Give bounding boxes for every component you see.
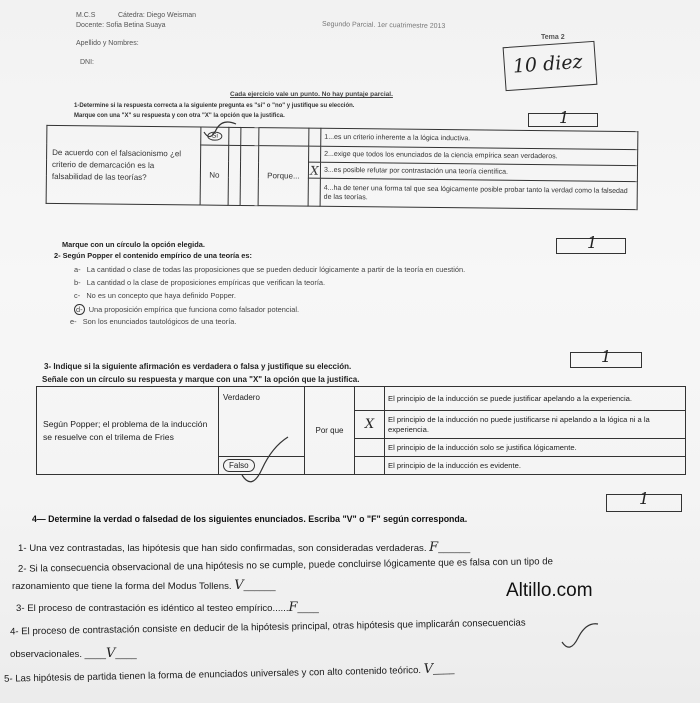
q4-item-4: 4- El proceso de contrastación consiste en deducir de la hipótesis principal, otras hipótesis que implicarán consecuencias	[9, 617, 526, 638]
q2-score-box	[556, 233, 626, 254]
instructions: Cada ejercicio vale un punto. No hay puntaje parcial.	[230, 91, 393, 98]
dni-label: DNI:	[80, 59, 94, 66]
q3-statement: Según Popper; el problema de la inducción se resuelve con el trilema de Fries	[37, 387, 219, 475]
tema-label: Tema 2	[541, 34, 565, 41]
catedra: Cátedra: Diego Weisman	[118, 12, 197, 19]
q4-item-2: 2- Si la consecuencia observacional de una hipótesis no se cumple, puede concluirse lógicamente que es falsa con un tipo de	[17, 556, 553, 575]
q4-answer-4[interactable]: V	[106, 646, 116, 661]
q1-title: 1-Determine si la respuesta correcta a la siguiente pregunta es "si" o "no" y justifique su elección.	[74, 103, 355, 109]
q1-option-3[interactable]: 3...es posible refutar por contrastación una teoría científica.	[320, 162, 637, 181]
q2-option-c[interactable]: c- No es un concepto que haya definido Popper.	[74, 291, 236, 300]
q2-score: 1	[587, 233, 598, 252]
q3-option-2[interactable]: El principio de la inducción no puede justificarse ni apelando a la lógica ni a la experiencia.	[385, 411, 686, 439]
q4-score: 1	[639, 489, 650, 508]
q3-option-1[interactable]: El principio de la inducción se puede justificar apelando a la experiencia.	[385, 387, 686, 411]
q3-option-4[interactable]: El principio de la inducción es evidente.	[385, 457, 686, 475]
q2-option-a[interactable]: a- La cantidad o clase de todas las proposiciones que se pueden deducir lógicamente a partir de la teoría en cuestión.	[74, 265, 466, 274]
q3-table	[36, 386, 686, 475]
q4-answer-3[interactable]: F	[288, 600, 298, 615]
q2-option-b[interactable]: b- La cantidad o la clase de proposiciones empíricas que verifican la teoría.	[74, 278, 326, 287]
q4-item-1: 1- Una vez contrastadas, las hipótesis que han sido confirmadas, son consideradas verdaderas. F______	[18, 540, 471, 555]
q4-item-2b: razonamiento que tiene la forma del Modus Tollens. V______	[12, 578, 276, 593]
q1-score-box	[528, 108, 598, 127]
q4-score-box	[606, 489, 682, 512]
q3-subtitle: Señale con un círculo su respuesta y marque con una "X" la opción que la justifica.	[42, 375, 360, 384]
q4-answer-1[interactable]: F	[429, 540, 439, 555]
q1-porque: Porque...	[258, 146, 309, 207]
parcial-title: Segundo Parcial. 1er cuatrimestre 2013	[321, 20, 446, 31]
q3-porque: Por que	[305, 387, 355, 475]
apellido-label: Apellido y Nombres:	[76, 40, 139, 47]
check-mark-icon	[240, 435, 290, 495]
q3-falso: Falso	[223, 459, 255, 472]
q1-question: De acuerdo con el falsacionismo ¿el criterio de demarcación es la falsabilidad de las teorías?	[46, 125, 201, 205]
q1-subtitle: Marque con una "X" su respuesta y con otra "X" la opción que la justifica.	[74, 113, 285, 119]
check-mark-icon	[560, 622, 600, 652]
q1-score: 1	[559, 108, 570, 127]
q2-option-e[interactable]: e- Son los enunciados tautológicos de una teoría.	[70, 317, 237, 326]
q4-answer-5[interactable]: V	[423, 661, 434, 677]
q3-title: 3- Indique si la siguiente afirmación es verdadera o falsa y justifique su elección.	[44, 362, 352, 371]
q1-option-4[interactable]: 4...ha de tener una forma tal que sea lógicamente posible probar tanto la verdad como la falsedad de las teorías.	[320, 178, 637, 209]
q4-item-4b: observacionales. ____V____	[10, 646, 137, 661]
q1-mark: X	[310, 163, 319, 178]
docente: Docente: Sofia Betina Suaya	[76, 22, 166, 29]
q4-item-5: 5- Las hipótesis de partida tienen la forma de enunciados universales y con alto contenido teórico. V____	[3, 661, 455, 685]
q3-mark: X	[355, 411, 385, 439]
q3-score-box	[570, 347, 642, 368]
grade-handwritten: 10 diez	[512, 50, 584, 78]
q3-option-3[interactable]: El principio de la inducción solo se justifica lógicamente.	[385, 439, 686, 457]
q3-score: 1	[601, 347, 612, 366]
q1-option-1[interactable]: 1...es un criterio inherente a la lógica inductiva.	[321, 128, 638, 149]
q2-intro: Marque con un círculo la opción elegida.	[62, 240, 205, 249]
watermark: Altillo.com	[506, 580, 593, 601]
q2-title: 2- Según Popper el contenido empírico de una teoría es:	[54, 251, 252, 260]
q1-option-2[interactable]: 2...exige que todos los enunciados de la ciencia empírica sean verdaderos.	[321, 146, 638, 165]
q4-item-3: 3- El proceso de contrastación es idéntico al testeo empírico......F____	[16, 600, 319, 615]
q1-table	[46, 125, 639, 210]
q2-option-d[interactable]: d- Una proposición empírica que funciona como falsador potencial.	[76, 305, 300, 314]
q4-title: 4— Determine la verdad o falsedad de los siguientes enunciados. Escriba "V" o "F" según corresponda.	[32, 514, 468, 524]
course-code: M.C.S	[76, 12, 96, 19]
check-mark-icon	[200, 120, 240, 144]
grade-box	[503, 41, 598, 91]
q4-answer-2[interactable]: V	[234, 578, 244, 593]
q1-no[interactable]: No	[200, 145, 229, 205]
q3-verdadero[interactable]: Verdadero	[219, 387, 305, 457]
q1-si: Si	[208, 132, 222, 141]
